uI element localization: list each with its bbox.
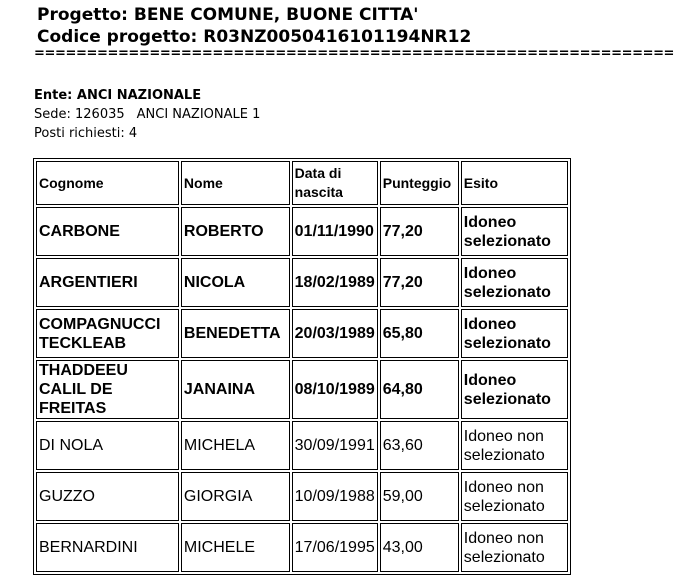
cell-punteggio: 77,20 xyxy=(380,258,459,307)
cell-cognome: COMPAGNUCCI TECKLEAB xyxy=(36,309,179,358)
cell-esito: Idoneo selezionato xyxy=(461,309,568,358)
cell-nome: NICOLA xyxy=(181,258,290,307)
cell-cognome: CARBONE xyxy=(36,207,179,256)
sede-code: Sede: 126035 xyxy=(34,107,125,122)
cell-punteggio: 59,00 xyxy=(380,472,459,521)
ente-info xyxy=(34,86,260,143)
header-punteggio: Punteggio xyxy=(380,161,459,205)
header-nome: Nome xyxy=(181,161,290,205)
cell-data: 10/09/1988 xyxy=(292,472,378,521)
cell-esito: Idoneo selezionato xyxy=(461,360,568,419)
table-row xyxy=(36,421,568,470)
header-data-line2: nascita xyxy=(294,184,343,200)
cell-cognome: ARGENTIERI xyxy=(36,258,179,307)
posti-richiesti: Posti richiesti: 4 xyxy=(34,126,138,141)
cell-data: 20/03/1989 xyxy=(292,309,378,358)
sede-line xyxy=(34,105,260,124)
cell-nome: JANAINA xyxy=(181,360,290,419)
cell-esito: Idoneo non selezionato xyxy=(461,421,568,470)
header-esito: Esito xyxy=(461,161,568,205)
table-row xyxy=(36,207,568,256)
header-data-line1: Data di xyxy=(294,165,342,181)
table-header-row xyxy=(36,161,568,205)
header-cognome: Cognome xyxy=(36,161,179,205)
cell-nome: BENEDETTA xyxy=(181,309,290,358)
sede-name: ANCI NAZIONALE 1 xyxy=(136,107,261,122)
cell-data: 08/10/1989 xyxy=(292,360,378,419)
cell-data: 01/11/1990 xyxy=(292,207,378,256)
table-row xyxy=(36,472,568,521)
separator-line: ============================================================= xyxy=(34,46,675,61)
cell-punteggio: 77,20 xyxy=(380,207,459,256)
cell-nome: GIORGIA xyxy=(181,472,290,521)
table-row xyxy=(36,258,568,307)
cell-cognome: DI NOLA xyxy=(36,421,179,470)
cell-cognome: BERNARDINI xyxy=(36,523,179,572)
cell-data: 17/06/1995 xyxy=(292,523,378,572)
cell-esito: Idoneo selezionato xyxy=(461,258,568,307)
project-code: Codice progetto: R03NZ0050416101194NR12 xyxy=(37,27,472,47)
cell-punteggio: 63,60 xyxy=(380,421,459,470)
table-row xyxy=(36,523,568,572)
cell-nome: MICHELA xyxy=(181,421,290,470)
cell-nome: ROBERTO xyxy=(181,207,290,256)
project-header xyxy=(37,4,667,48)
cell-nome: MICHELE xyxy=(181,523,290,572)
cell-esito: Idoneo selezionato xyxy=(461,207,568,256)
table-row xyxy=(36,309,568,358)
cell-cognome: THADDEEU CALIL DE FREITAS xyxy=(36,360,179,419)
results-table xyxy=(33,158,571,575)
cell-cognome: GUZZO xyxy=(36,472,179,521)
header-data-nascita xyxy=(292,161,378,205)
cell-data: 18/02/1989 xyxy=(292,258,378,307)
cell-punteggio: 65,80 xyxy=(380,309,459,358)
cell-punteggio: 64,80 xyxy=(380,360,459,419)
cell-esito: Idoneo non selezionato xyxy=(461,523,568,572)
table-row xyxy=(36,360,568,419)
ente-name: Ente: ANCI NAZIONALE xyxy=(34,88,202,103)
cell-punteggio: 43,00 xyxy=(380,523,459,572)
cell-data: 30/09/1991 xyxy=(292,421,378,470)
cell-esito: Idoneo non selezionato xyxy=(461,472,568,521)
project-title: Progetto: BENE COMUNE, BUONE CITTA' xyxy=(37,5,419,25)
